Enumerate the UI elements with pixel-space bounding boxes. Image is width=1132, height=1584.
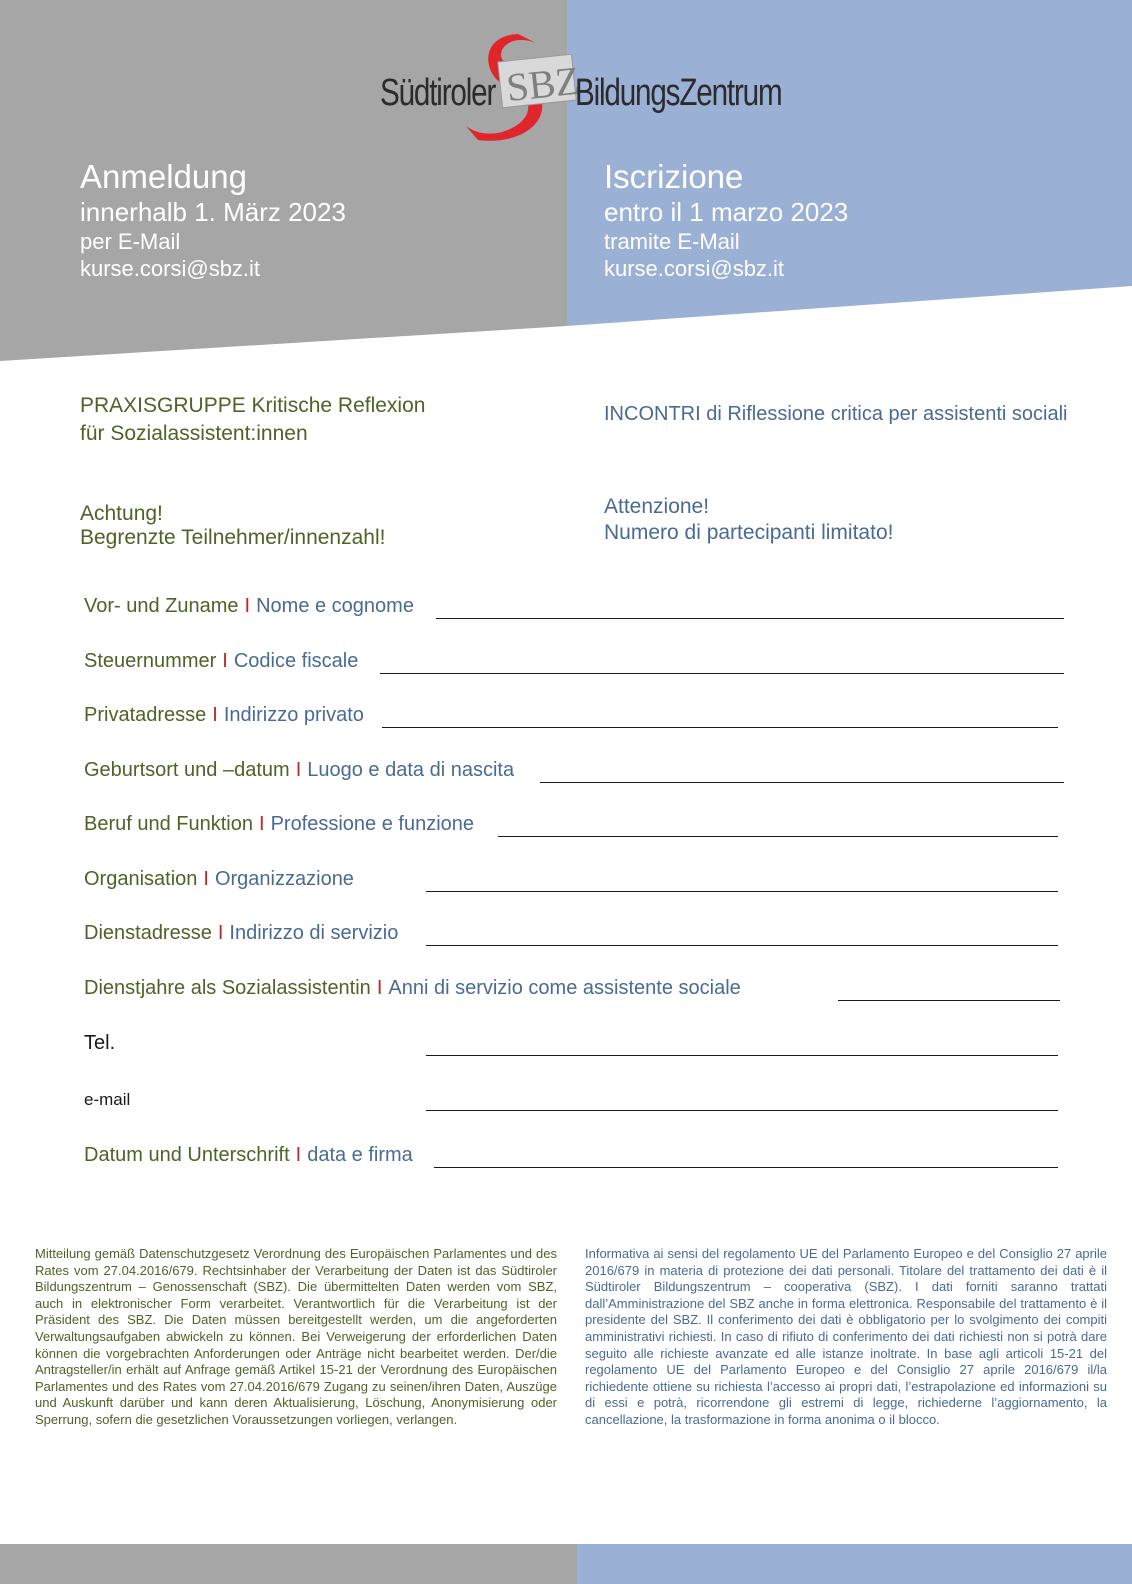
field-label-de: Dienstjahre als Sozialassistentin (84, 977, 371, 999)
phone-input-line[interactable] (426, 1055, 1058, 1056)
field-profession (84, 810, 1064, 840)
birth-place-date-input-line[interactable] (540, 782, 1064, 783)
field-label-de: Geburtsort und –datum (84, 759, 290, 781)
field-separator: I (295, 1144, 302, 1166)
header-title-de: Anmeldung (80, 158, 247, 195)
field-label-it: Anni di servizio come assistente sociale (388, 977, 741, 999)
field-separator: I (244, 595, 251, 617)
field-tax-code (84, 647, 1064, 677)
field-separator: I (212, 704, 218, 726)
header-german (80, 158, 346, 282)
notice-it-line1: Attenzione! (604, 495, 710, 518)
field-years-of-service (84, 974, 1064, 1004)
privacy-notice-de: Mitteilung gemäß Datenschutzgesetz Verordnung des Europäischen Parlamentes und des Rates vom 27.04.2016/679. Rechtsinhaber der Verarbeitung der Daten ist das Südtiroler Bildungszentrum – Genossenschaft (SBZ). Die übermittelten Daten werden vom SBZ, auch in elektronischer Form verarbeitet. Verantwortlich für die Verarbeitung ist der Präsident des SBZ. Die Daten müssen bereitgestellt werden, um die angeforderten Verwaltungsaufgaben abwickeln zu können. Bei Verweigerung der erforderlichen Daten können die vorgebrachten Anforderungen oder Anträge nicht bearbeitet werden. Der/die Antragsteller/in erhält auf Anfrage gemäß Artikel 15-21 der Verordnung des Europäischen Parlamentes und des Rates vom 27.04.2016/679 Zugang zu seinen/ihren Daten, Auszüge und Auskunft darüber und kann deren Aktualisierung, Löschung, Anonymisierung oder Sperrung, sofern die gesetzlichen Voraussetzungen vorliegen, verlangen. (35, 1246, 557, 1427)
field-label-de: Vor- und Zuname (84, 595, 239, 617)
field-label-it: Professione e funzione (270, 813, 475, 835)
field-full-name (84, 592, 1064, 622)
course-title-de-line1: PRAXISGRUPPE Kritische Reflexion (80, 394, 426, 417)
field-label-de: Organisation (84, 868, 198, 890)
field-separator: I (376, 977, 383, 999)
header-title-it: Iscrizione (604, 158, 744, 195)
organisation-input-line[interactable] (426, 891, 1058, 892)
field-label-de: e-mail (84, 1090, 131, 1109)
field-separator: I (259, 813, 265, 835)
field-label-de: Tel. (84, 1032, 116, 1054)
email-input-line[interactable] (426, 1110, 1058, 1111)
notice-de-line2: Begrenzte Teilnehmer/innenzahl! (80, 526, 386, 549)
field-label-it: Indirizzo di servizio (229, 922, 399, 944)
field-private-address (84, 701, 1064, 731)
logo-right-text: BildungsZentrum (575, 72, 782, 114)
notice-de-line1: Achtung! (80, 502, 163, 525)
sbz-logo (380, 28, 782, 148)
field-birth-place-date (84, 756, 1064, 786)
tax-code-input-line[interactable] (380, 673, 1064, 674)
privacy-notice-it: Informativa ai sensi del regolamento UE del Parlamento Europeo e del Consiglio 27 aprile 2016/679 in materia di protezione dei dati personali. Titolare del trattamento dei dati è il Südtiroler Bildungszentrum – cooperativa (SBZ). I dati forniti saranno trattati dall’Amministrazione del SBZ anche in forma elettronica. Responsabile del trattamento è il presidente del SBZ. Il conferimento dei dati è obbligatorio per lo svolgimento dei compiti amministrativi richiesti. In caso di rifiuto di conferimento dei dati richiesti non si potrà dare seguito alle richieste avanzate ed alle istanze inoltrate. In base agli articoli 15-21 del regolamento UE del Parlamento Europeo e del Consiglio 27 aprile 2016/679 il/la richiedente ottiene su richiesta l’accesso ai propri dati, l’estrapolazione ed informazioni su di essi e potrà, ricorrendone gli estremi di legge, richiederne l’aggiornamento, la cancellazione, la trasformazione in forma anonima o il blocco. (585, 1246, 1107, 1427)
header-method-it: tramite E-Mail (604, 229, 740, 254)
field-separator: I (222, 650, 228, 672)
field-label-de: Beruf und Funktion (84, 813, 253, 835)
header-italian (604, 158, 848, 282)
footer-band (0, 1544, 1132, 1584)
field-email (84, 1084, 1064, 1114)
sbz-mark-text: SBZ (504, 57, 582, 111)
header-email-it[interactable]: kurse.corsi@sbz.it (604, 256, 785, 281)
private-address-input-line[interactable] (382, 727, 1058, 728)
date-signature-input-line[interactable] (434, 1167, 1058, 1168)
full-name-input-line[interactable] (436, 618, 1064, 619)
header-deadline-de: innerhalb 1. März 2023 (80, 197, 346, 227)
field-organisation (84, 865, 1064, 895)
header-email-de[interactable]: kurse.corsi@sbz.it (80, 256, 261, 281)
field-label-de: Datum und Unterschrift (84, 1144, 290, 1166)
field-label-de: Steuernummer (84, 650, 217, 672)
field-separator: I (217, 922, 224, 944)
field-label-it: Codice fiscale (233, 650, 359, 672)
field-label-it: Organizzazione (214, 868, 354, 890)
field-label-de: Dienstadresse (84, 922, 212, 944)
course-title-de (80, 392, 425, 448)
field-phone (84, 1029, 1064, 1059)
notice-it (604, 494, 893, 546)
profession-input-line[interactable] (498, 836, 1058, 837)
logo-left-text: Südtiroler (380, 72, 496, 114)
field-date-signature (84, 1141, 1064, 1171)
field-label-it: Indirizzo privato (223, 704, 364, 726)
notice-de (80, 502, 385, 550)
notice-it-line2: Numero di partecipanti limitato! (604, 521, 894, 544)
header-deadline-it: entro il 1 marzo 2023 (604, 197, 849, 227)
field-label-it: Luogo e data di nascita (307, 759, 515, 781)
course-title-it: INCONTRI di Riflessione critica per assistenti sociali (604, 403, 1068, 425)
course-title-de-line2: für Sozialassistent:innen (80, 422, 308, 445)
field-work-address (84, 919, 1064, 949)
years-of-service-input-line[interactable] (838, 1000, 1060, 1001)
work-address-input-line[interactable] (426, 945, 1058, 946)
field-separator: I (295, 759, 302, 781)
header-method-de: per E-Mail (80, 229, 181, 254)
field-label-it: data e firma (307, 1144, 413, 1166)
field-separator: I (203, 868, 209, 890)
field-label-it: Nome e cognome (256, 595, 414, 617)
field-label-de: Privatadresse (84, 704, 207, 726)
